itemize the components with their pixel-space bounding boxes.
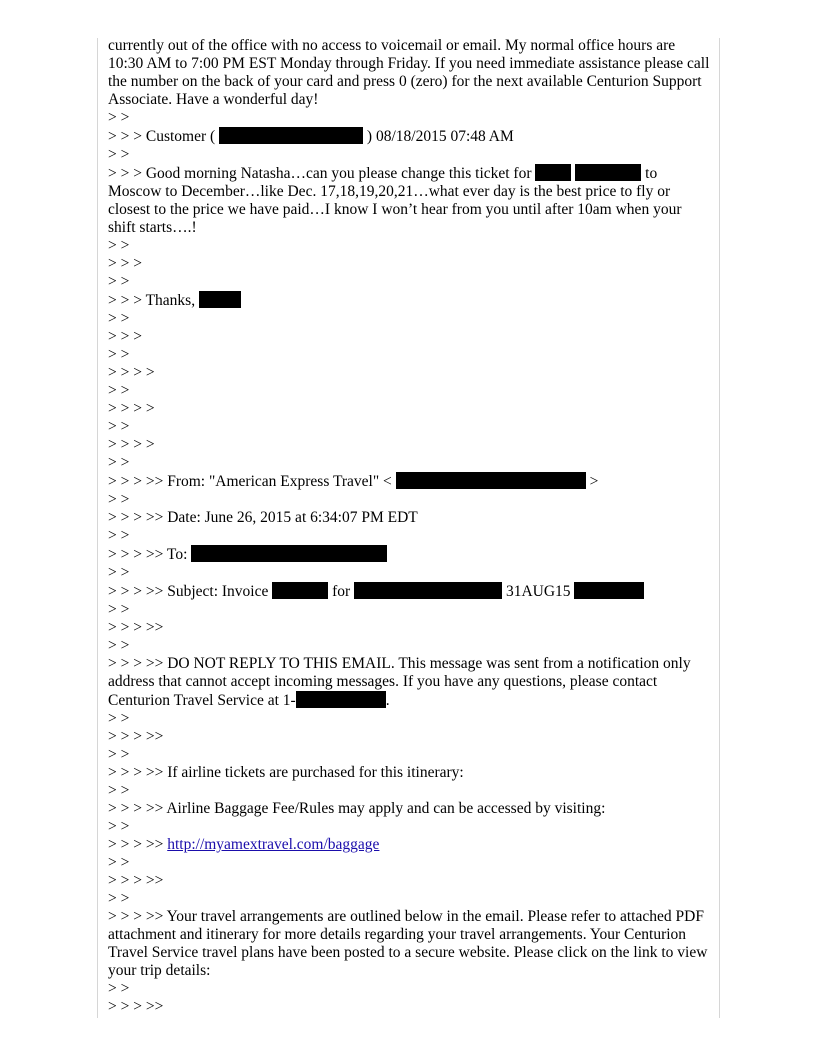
line-text: > > <box>108 980 130 997</box>
line-text: > > <box>108 782 130 799</box>
email-line <box>108 527 712 545</box>
redaction-block <box>199 291 241 308</box>
email-line <box>108 764 712 782</box>
line-text: > > > > <box>108 436 155 453</box>
email-line <box>108 655 712 710</box>
email-line <box>108 637 712 655</box>
redaction-block <box>272 582 328 599</box>
line-text: > > > <box>108 328 142 345</box>
line-text: > > > >> From: "American Express Travel" < <box>108 473 396 490</box>
email-line <box>108 601 712 619</box>
redaction-block <box>575 164 641 181</box>
email-line <box>108 364 712 382</box>
email-line <box>108 509 712 527</box>
email-line <box>108 127 712 146</box>
line-text: > > <box>108 601 130 618</box>
email-line <box>108 454 712 472</box>
email-line <box>108 908 712 980</box>
line-text: > > <box>108 491 130 508</box>
email-line <box>108 491 712 509</box>
email-line <box>108 328 712 346</box>
line-text: > > > Good morning Natasha…can you please change this ticket for <box>108 165 536 182</box>
line-text: > > <box>108 146 130 163</box>
email-line <box>108 619 712 637</box>
line-text: > > <box>108 746 130 763</box>
email-line <box>108 382 712 400</box>
email-line <box>108 472 712 491</box>
line-text: 31AUG15 <box>502 583 575 600</box>
email-line <box>108 710 712 728</box>
redaction-block <box>191 545 387 562</box>
email-line <box>108 582 712 601</box>
line-text: > > <box>108 854 130 871</box>
line-text: > > <box>108 346 130 363</box>
line-text: > > > Customer ( <box>108 128 220 145</box>
line-text: > > <box>108 710 130 727</box>
line-text: > > <box>108 637 130 654</box>
line-text: > > > >> To: <box>108 546 192 563</box>
line-text: > > > Thanks, <box>108 292 199 309</box>
line-text: > > <box>108 818 130 835</box>
email-line <box>108 836 712 854</box>
line-text: > > > >> Subject: Invoice <box>108 583 273 600</box>
email-line <box>108 109 712 127</box>
email-line <box>108 418 712 436</box>
email-line <box>108 818 712 836</box>
redaction-block <box>535 164 571 181</box>
line-text: ) 08/18/2015 07:48 AM <box>363 128 514 145</box>
redaction-block <box>574 582 644 599</box>
line-text: > > > >> If airline tickets are purchased for this itinerary: <box>108 764 464 781</box>
email-line <box>108 564 712 582</box>
email-line <box>108 854 712 872</box>
line-text: > > > >> Your travel arrangements are outlined below in the email. Please refer to attached PDF attachment and itinerary for more details regarding your travel arrangements. Your Centurion Travel Service travel plans have been posted to a secure website. Please click on the link to view your trip details: <box>108 908 712 979</box>
line-text: > > > > <box>108 400 155 417</box>
email-line <box>108 800 712 818</box>
email-thread-body <box>108 37 712 1016</box>
line-text: > <box>585 473 599 490</box>
redaction-block <box>354 582 502 599</box>
line-text: > > > >> DO NOT REPLY TO THIS EMAIL. This message was sent from a notification only address that cannot accept incoming messages. If you have any questions, please contact Centurion Travel Service at 1- <box>108 655 695 709</box>
line-text: > > <box>108 237 130 254</box>
line-text: for <box>328 583 355 600</box>
email-line <box>108 164 712 237</box>
line-text: > > <box>108 418 130 435</box>
redaction-block <box>219 127 363 144</box>
email-line <box>108 782 712 800</box>
line-text: > > <box>108 109 130 126</box>
line-text: > > <box>108 527 130 544</box>
redaction-block <box>396 472 586 489</box>
line-text: > > <box>108 382 130 399</box>
email-line <box>108 146 712 164</box>
email-line <box>108 310 712 328</box>
email-line <box>108 255 712 273</box>
page-border-right <box>719 38 720 1018</box>
page-border-left <box>97 38 98 1018</box>
line-text: > > <box>108 890 130 907</box>
line-text: > > <box>108 564 130 581</box>
line-text: currently out of the office with no access to voicemail or email. My normal office hours are 10:30 AM to 7:00 PM EST Monday through Friday. If you need immediate assistance please call the number on the back of your card and press 0 (zero) for the next available Centurion Support Associate. Have a wonderful day! <box>108 37 714 108</box>
line-text: > > > >> <box>108 728 164 745</box>
line-text: > > <box>108 454 130 471</box>
email-line <box>108 872 712 890</box>
line-text: > > > >> <box>108 998 164 1015</box>
email-line <box>108 400 712 418</box>
line-text: to Moscow to December…like Dec. 17,18,19,20,21…what ever day is the best price to fly or closest to the price we have paid…I know I won’t hear from you until after 10am when your shift starts….! <box>108 165 686 236</box>
email-line <box>108 237 712 255</box>
email-line <box>108 980 712 998</box>
line-text: > > <box>108 310 130 327</box>
line-text: > > > >> <box>108 872 164 889</box>
redaction-block <box>296 691 386 708</box>
email-line <box>108 998 712 1016</box>
line-text: > > > >> <box>108 836 168 853</box>
baggage-link[interactable]: http://myamextravel.com/baggage <box>167 836 380 853</box>
email-line <box>108 273 712 291</box>
email-line <box>108 436 712 454</box>
line-text: > > > > <box>108 364 155 381</box>
email-line <box>108 545 712 564</box>
email-line <box>108 291 712 310</box>
email-line <box>108 346 712 364</box>
email-line <box>108 890 712 908</box>
line-text: > > > >> Date: June 26, 2015 at 6:34:07 PM EDT <box>108 509 418 526</box>
email-line <box>108 37 712 109</box>
email-line <box>108 728 712 746</box>
line-text: > > > >> <box>108 619 164 636</box>
line-text: > > > >> Airline Baggage Fee/Rules may apply and can be accessed by visiting: <box>108 800 606 817</box>
line-text: . <box>385 692 390 709</box>
email-line <box>108 746 712 764</box>
line-text: > > <box>108 273 130 290</box>
line-text: > > > <box>108 255 142 272</box>
